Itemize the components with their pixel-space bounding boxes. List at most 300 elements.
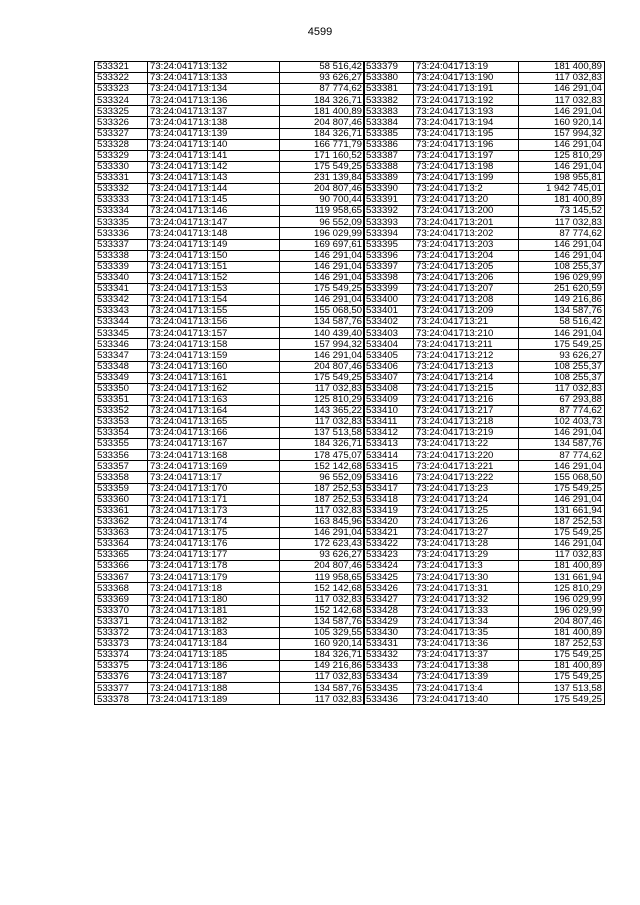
table-row (364, 228, 605, 239)
table-row (364, 694, 605, 705)
table-row (95, 250, 365, 261)
cadastral-number-cell: 73:24:041713:174 (148, 516, 280, 527)
cadastral-number-cell: 73:24:041713:175 (148, 527, 280, 538)
table-row (95, 161, 365, 172)
cadastral-number-cell: 73:24:041713:219 (414, 428, 519, 439)
row-number-cell: 533414 (364, 450, 414, 461)
table-row (364, 605, 605, 616)
table-row (364, 339, 605, 350)
row-number-cell: 533375 (95, 661, 148, 672)
row-number-cell: 533434 (364, 672, 414, 683)
row-number-cell: 533350 (95, 383, 148, 394)
cadastral-number-cell: 73:24:041713:167 (148, 439, 280, 450)
table-row (95, 439, 365, 450)
cadastral-number-cell: 73:24:041713:171 (148, 494, 280, 505)
row-number-cell: 533397 (364, 261, 414, 272)
cadastral-number-cell: 73:24:041713:20 (414, 195, 519, 206)
cadastral-number-cell: 73:24:041713:34 (414, 616, 519, 627)
table-row (364, 439, 605, 450)
cadastral-number-cell: 73:24:041713:211 (414, 339, 519, 350)
table-row (95, 361, 365, 372)
value-cell: 146 291,04 (280, 350, 365, 361)
cadastral-number-cell: 73:24:041713:143 (148, 172, 280, 183)
cadastral-number-cell: 73:24:041713:158 (148, 339, 280, 350)
cadastral-number-cell: 73:24:041713:157 (148, 328, 280, 339)
cadastral-number-cell: 73:24:041713:170 (148, 483, 280, 494)
row-number-cell: 533426 (364, 583, 414, 594)
value-cell: 117 032,83 (519, 217, 605, 228)
value-cell: 134 587,76 (519, 439, 605, 450)
table-row (364, 683, 605, 694)
value-cell: 117 032,83 (519, 383, 605, 394)
value-cell: 181 400,89 (519, 627, 605, 638)
value-cell: 134 587,76 (280, 616, 365, 627)
cadastral-number-cell: 73:24:041713:206 (414, 272, 519, 283)
row-number-cell: 533374 (95, 649, 148, 660)
value-cell: 146 291,04 (280, 250, 365, 261)
value-cell: 196 029,99 (519, 272, 605, 283)
table-row (364, 350, 605, 361)
cadastral-number-cell: 73:24:041713:3 (414, 561, 519, 572)
cadastral-number-cell: 73:24:041713:156 (148, 317, 280, 328)
value-cell: 171 160,52 (280, 150, 365, 161)
value-cell: 181 400,89 (519, 195, 605, 206)
row-number-cell: 533423 (364, 550, 414, 561)
row-number-cell: 533398 (364, 272, 414, 283)
row-number-cell: 533395 (364, 239, 414, 250)
cadastral-number-cell: 73:24:041713:216 (414, 394, 519, 405)
row-number-cell: 533385 (364, 128, 414, 139)
value-cell: 163 845,96 (280, 516, 365, 527)
table-row (364, 627, 605, 638)
table-row (95, 428, 365, 439)
row-number-cell: 533412 (364, 428, 414, 439)
table-row (95, 483, 365, 494)
table-row (364, 261, 605, 272)
cadastral-number-cell: 73:24:041713:214 (414, 372, 519, 383)
row-number-cell: 533354 (95, 428, 148, 439)
value-cell: 204 807,46 (280, 184, 365, 195)
cadastral-number-cell: 73:24:041713:145 (148, 195, 280, 206)
value-cell: 204 807,46 (280, 561, 365, 572)
table-row (95, 339, 365, 350)
table-row (364, 572, 605, 583)
value-cell: 87 774,62 (519, 450, 605, 461)
row-number-cell: 533415 (364, 461, 414, 472)
cadastral-number-cell: 73:24:041713:218 (414, 417, 519, 428)
value-cell: 96 552,09 (280, 472, 365, 483)
table-row (364, 239, 605, 250)
row-number-cell: 533368 (95, 583, 148, 594)
table-row (95, 616, 365, 627)
value-cell: 58 516,42 (519, 317, 605, 328)
table-row (364, 527, 605, 538)
table-row (95, 683, 365, 694)
table-row (364, 649, 605, 660)
cadastral-number-cell: 73:24:041713:207 (414, 283, 519, 294)
cadastral-number-cell: 73:24:041713:134 (148, 84, 280, 95)
row-number-cell: 533407 (364, 372, 414, 383)
row-number-cell: 533351 (95, 394, 148, 405)
row-number-cell: 533364 (95, 539, 148, 550)
cadastral-number-cell: 73:24:041713:163 (148, 394, 280, 405)
value-cell: 181 400,89 (280, 106, 365, 117)
cadastral-number-cell: 73:24:041713:25 (414, 505, 519, 516)
cadastral-number-cell: 73:24:041713:201 (414, 217, 519, 228)
cadastral-number-cell: 73:24:041713:164 (148, 405, 280, 416)
value-cell: 134 587,76 (280, 683, 365, 694)
cadastral-number-cell: 73:24:041713:32 (414, 594, 519, 605)
cadastral-number-cell: 73:24:041713:181 (148, 605, 280, 616)
cadastral-number-cell: 73:24:041713:140 (148, 139, 280, 150)
cadastral-number-cell: 73:24:041713:27 (414, 527, 519, 538)
table-row (364, 272, 605, 283)
value-cell: 119 958,65 (280, 572, 365, 583)
value-cell: 146 291,04 (519, 84, 605, 95)
row-number-cell: 533321 (95, 62, 148, 73)
value-cell: 137 513,58 (280, 428, 365, 439)
table-row (95, 261, 365, 272)
table-row (364, 661, 605, 672)
row-number-cell: 533331 (95, 172, 148, 183)
row-number-cell: 533367 (95, 572, 148, 583)
cadastral-number-cell: 73:24:041713:209 (414, 306, 519, 317)
value-cell: 143 365,22 (280, 405, 365, 416)
table-row (364, 394, 605, 405)
row-number-cell: 533435 (364, 683, 414, 694)
table-row (364, 550, 605, 561)
cadastral-number-cell: 73:24:041713:36 (414, 638, 519, 649)
table-row (95, 350, 365, 361)
row-number-cell: 533342 (95, 294, 148, 305)
value-cell: 58 516,42 (280, 62, 365, 73)
table-row (95, 73, 365, 84)
table-row (95, 605, 365, 616)
value-cell: 146 291,04 (519, 539, 605, 550)
row-number-cell: 533411 (364, 417, 414, 428)
row-number-cell: 533405 (364, 350, 414, 361)
cadastral-number-cell: 73:24:041713:148 (148, 228, 280, 239)
table-row (364, 172, 605, 183)
cadastral-number-cell: 73:24:041713:198 (414, 161, 519, 172)
value-cell: 157 994,32 (280, 339, 365, 350)
value-cell: 160 920,14 (280, 638, 365, 649)
table-row (95, 572, 365, 583)
table-row (95, 306, 365, 317)
table-row (364, 306, 605, 317)
register-table-left (94, 61, 365, 705)
value-cell: 175 549,25 (519, 339, 605, 350)
cadastral-number-cell: 73:24:041713:222 (414, 472, 519, 483)
table-row (364, 150, 605, 161)
table-row (364, 539, 605, 550)
row-number-cell: 533324 (95, 95, 148, 106)
row-number-cell: 533372 (95, 627, 148, 638)
value-cell: 175 549,25 (519, 483, 605, 494)
value-cell: 87 774,62 (280, 84, 365, 95)
row-number-cell: 533391 (364, 195, 414, 206)
row-number-cell: 533338 (95, 250, 148, 261)
cadastral-number-cell: 73:24:041713:165 (148, 417, 280, 428)
cadastral-number-cell: 73:24:041713:204 (414, 250, 519, 261)
value-cell: 172 623,43 (280, 539, 365, 550)
row-number-cell: 533344 (95, 317, 148, 328)
value-cell: 198 955,81 (519, 172, 605, 183)
row-number-cell: 533341 (95, 283, 148, 294)
cadastral-number-cell: 73:24:041713:202 (414, 228, 519, 239)
table-row (364, 594, 605, 605)
table-row (95, 117, 365, 128)
cadastral-number-cell: 73:24:041713:18 (148, 583, 280, 594)
cadastral-number-cell: 73:24:041713:29 (414, 550, 519, 561)
cadastral-number-cell: 73:24:041713:23 (414, 483, 519, 494)
value-cell: 231 139,84 (280, 172, 365, 183)
table-row (364, 294, 605, 305)
table-row (364, 561, 605, 572)
table-row (95, 195, 365, 206)
row-number-cell: 533323 (95, 84, 148, 95)
row-number-cell: 533406 (364, 361, 414, 372)
cadastral-number-cell: 73:24:041713:137 (148, 106, 280, 117)
row-number-cell: 533379 (364, 62, 414, 73)
cadastral-number-cell: 73:24:041713:192 (414, 95, 519, 106)
table-row (95, 638, 365, 649)
value-cell: 175 549,25 (519, 672, 605, 683)
table-row (95, 128, 365, 139)
row-number-cell: 533333 (95, 195, 148, 206)
row-number-cell: 533432 (364, 649, 414, 660)
row-number-cell: 533404 (364, 339, 414, 350)
table-row (95, 95, 365, 106)
cadastral-number-cell: 73:24:041713:133 (148, 73, 280, 84)
cadastral-number-cell: 73:24:041713:159 (148, 350, 280, 361)
cadastral-number-cell: 73:24:041713:30 (414, 572, 519, 583)
table-row (364, 428, 605, 439)
cadastral-number-cell: 73:24:041713:4 (414, 683, 519, 694)
table-row (95, 594, 365, 605)
value-cell: 146 291,04 (519, 106, 605, 117)
table-row (95, 217, 365, 228)
table-row (364, 195, 605, 206)
cadastral-number-cell: 73:24:041713:177 (148, 550, 280, 561)
row-number-cell: 533335 (95, 217, 148, 228)
row-number-cell: 533410 (364, 405, 414, 416)
cadastral-number-cell: 73:24:041713:189 (148, 694, 280, 705)
row-number-cell: 533349 (95, 372, 148, 383)
table-row (95, 627, 365, 638)
row-number-cell: 533371 (95, 616, 148, 627)
cadastral-number-cell: 73:24:041713:28 (414, 539, 519, 550)
cadastral-number-cell: 73:24:041713:199 (414, 172, 519, 183)
row-number-cell: 533359 (95, 483, 148, 494)
value-cell: 152 142,68 (280, 461, 365, 472)
cadastral-number-cell: 73:24:041713:39 (414, 672, 519, 683)
value-cell: 134 587,76 (519, 306, 605, 317)
page-number: 4599 (307, 26, 333, 38)
value-cell: 137 513,58 (519, 683, 605, 694)
cadastral-number-cell: 73:24:041713:160 (148, 361, 280, 372)
table-row (364, 672, 605, 683)
row-number-cell: 533330 (95, 161, 148, 172)
value-cell: 146 291,04 (280, 272, 365, 283)
row-number-cell: 533433 (364, 661, 414, 672)
row-number-cell: 533352 (95, 405, 148, 416)
value-cell: 196 029,99 (280, 228, 365, 239)
row-number-cell: 533402 (364, 317, 414, 328)
cadastral-number-cell: 73:24:041713:213 (414, 361, 519, 372)
cadastral-number-cell: 73:24:041713:168 (148, 450, 280, 461)
cadastral-number-cell: 73:24:041713:187 (148, 672, 280, 683)
row-number-cell: 533392 (364, 206, 414, 217)
row-number-cell: 533424 (364, 561, 414, 572)
table-row (364, 405, 605, 416)
row-number-cell: 533417 (364, 483, 414, 494)
row-number-cell: 533373 (95, 638, 148, 649)
value-cell: 204 807,46 (280, 117, 365, 128)
cadastral-number-cell: 73:24:041713:139 (148, 128, 280, 139)
cadastral-number-cell: 73:24:041713:196 (414, 139, 519, 150)
table-row (364, 62, 605, 73)
value-cell: 96 552,09 (280, 217, 365, 228)
value-cell: 117 032,83 (519, 73, 605, 84)
row-number-cell: 533419 (364, 505, 414, 516)
row-number-cell: 533339 (95, 261, 148, 272)
value-cell: 87 774,62 (519, 405, 605, 416)
table-row (364, 583, 605, 594)
cadastral-number-cell: 73:24:041713:203 (414, 239, 519, 250)
value-cell: 184 326,71 (280, 649, 365, 660)
row-number-cell: 533388 (364, 161, 414, 172)
cadastral-number-cell: 73:24:041713:152 (148, 272, 280, 283)
value-cell: 108 255,37 (519, 261, 605, 272)
row-number-cell: 533332 (95, 184, 148, 195)
row-number-cell: 533427 (364, 594, 414, 605)
table-row (95, 672, 365, 683)
cadastral-number-cell: 73:24:041713:31 (414, 583, 519, 594)
value-cell: 152 142,68 (280, 583, 365, 594)
row-number-cell: 533370 (95, 605, 148, 616)
row-number-cell: 533393 (364, 217, 414, 228)
table-row (95, 150, 365, 161)
row-number-cell: 533422 (364, 539, 414, 550)
table-row (95, 328, 365, 339)
cadastral-number-cell: 73:24:041713:221 (414, 461, 519, 472)
cadastral-number-cell: 73:24:041713:26 (414, 516, 519, 527)
cadastral-number-cell: 73:24:041713:212 (414, 350, 519, 361)
cadastral-number-cell: 73:24:041713:150 (148, 250, 280, 261)
cadastral-number-cell: 73:24:041713:146 (148, 206, 280, 217)
table-row (364, 161, 605, 172)
value-cell: 146 291,04 (280, 294, 365, 305)
cadastral-number-cell: 73:24:041713:132 (148, 62, 280, 73)
cadastral-number-cell: 73:24:041713:162 (148, 383, 280, 394)
cadastral-number-cell: 73:24:041713:37 (414, 649, 519, 660)
value-cell: 204 807,46 (280, 361, 365, 372)
value-cell: 146 291,04 (519, 494, 605, 505)
cadastral-number-cell: 73:24:041713:154 (148, 294, 280, 305)
value-cell: 146 291,04 (280, 261, 365, 272)
row-number-cell: 533401 (364, 306, 414, 317)
row-number-cell: 533353 (95, 417, 148, 428)
cadastral-number-cell: 73:24:041713:24 (414, 494, 519, 505)
cadastral-number-cell: 73:24:041713:147 (148, 217, 280, 228)
value-cell: 184 326,71 (280, 128, 365, 139)
cadastral-number-cell: 73:24:041713:149 (148, 239, 280, 250)
table-row (364, 638, 605, 649)
cadastral-number-cell: 73:24:041713:179 (148, 572, 280, 583)
value-cell: 73 145,52 (519, 206, 605, 217)
value-cell: 93 626,27 (280, 550, 365, 561)
cadastral-number-cell: 73:24:041713:188 (148, 683, 280, 694)
table-row (364, 505, 605, 516)
row-number-cell: 533366 (95, 561, 148, 572)
cadastral-number-cell: 73:24:041713:173 (148, 505, 280, 516)
cadastral-number-cell: 73:24:041713:35 (414, 627, 519, 638)
cadastral-number-cell: 73:24:041713:2 (414, 184, 519, 195)
value-cell: 146 291,04 (519, 428, 605, 439)
value-cell: 102 403,73 (519, 417, 605, 428)
value-cell: 155 068,50 (280, 306, 365, 317)
value-cell: 140 439,40 (280, 328, 365, 339)
cadastral-number-cell: 73:24:041713:19 (414, 62, 519, 73)
table-row (95, 494, 365, 505)
table-row (364, 95, 605, 106)
value-cell: 178 475,07 (280, 450, 365, 461)
row-number-cell: 533380 (364, 73, 414, 84)
value-cell: 181 400,89 (519, 62, 605, 73)
cadastral-number-cell: 73:24:041713:169 (148, 461, 280, 472)
table-row (95, 206, 365, 217)
cadastral-number-cell: 73:24:041713:21 (414, 317, 519, 328)
value-cell: 93 626,27 (519, 350, 605, 361)
row-number-cell: 533409 (364, 394, 414, 405)
row-number-cell: 533416 (364, 472, 414, 483)
value-cell: 187 252,53 (519, 516, 605, 527)
table-row (364, 184, 605, 195)
value-cell: 175 549,25 (280, 161, 365, 172)
table-row (364, 417, 605, 428)
table-row (95, 228, 365, 239)
row-number-cell: 533360 (95, 494, 148, 505)
table-row (95, 383, 365, 394)
value-cell: 146 291,04 (280, 527, 365, 538)
table-row (364, 73, 605, 84)
register-table-right-body (364, 62, 605, 705)
table-row (95, 527, 365, 538)
cadastral-number-cell: 73:24:041713:22 (414, 439, 519, 450)
value-cell: 157 994,32 (519, 128, 605, 139)
value-cell: 175 549,25 (519, 694, 605, 705)
row-number-cell: 533337 (95, 239, 148, 250)
cadastral-number-cell: 73:24:041713:183 (148, 627, 280, 638)
table-row (364, 450, 605, 461)
table-row (95, 461, 365, 472)
cadastral-number-cell: 73:24:041713:217 (414, 405, 519, 416)
table-row (364, 317, 605, 328)
row-number-cell: 533346 (95, 339, 148, 350)
table-row (364, 494, 605, 505)
row-number-cell: 533396 (364, 250, 414, 261)
value-cell: 125 810,29 (519, 583, 605, 594)
cadastral-number-cell: 73:24:041713:197 (414, 150, 519, 161)
register-table-right (363, 61, 605, 705)
row-number-cell: 533343 (95, 306, 148, 317)
row-number-cell: 533408 (364, 383, 414, 394)
value-cell: 146 291,04 (519, 328, 605, 339)
cadastral-number-cell: 73:24:041713:205 (414, 261, 519, 272)
register-table-left-body (95, 62, 365, 705)
cadastral-number-cell: 73:24:041713:155 (148, 306, 280, 317)
